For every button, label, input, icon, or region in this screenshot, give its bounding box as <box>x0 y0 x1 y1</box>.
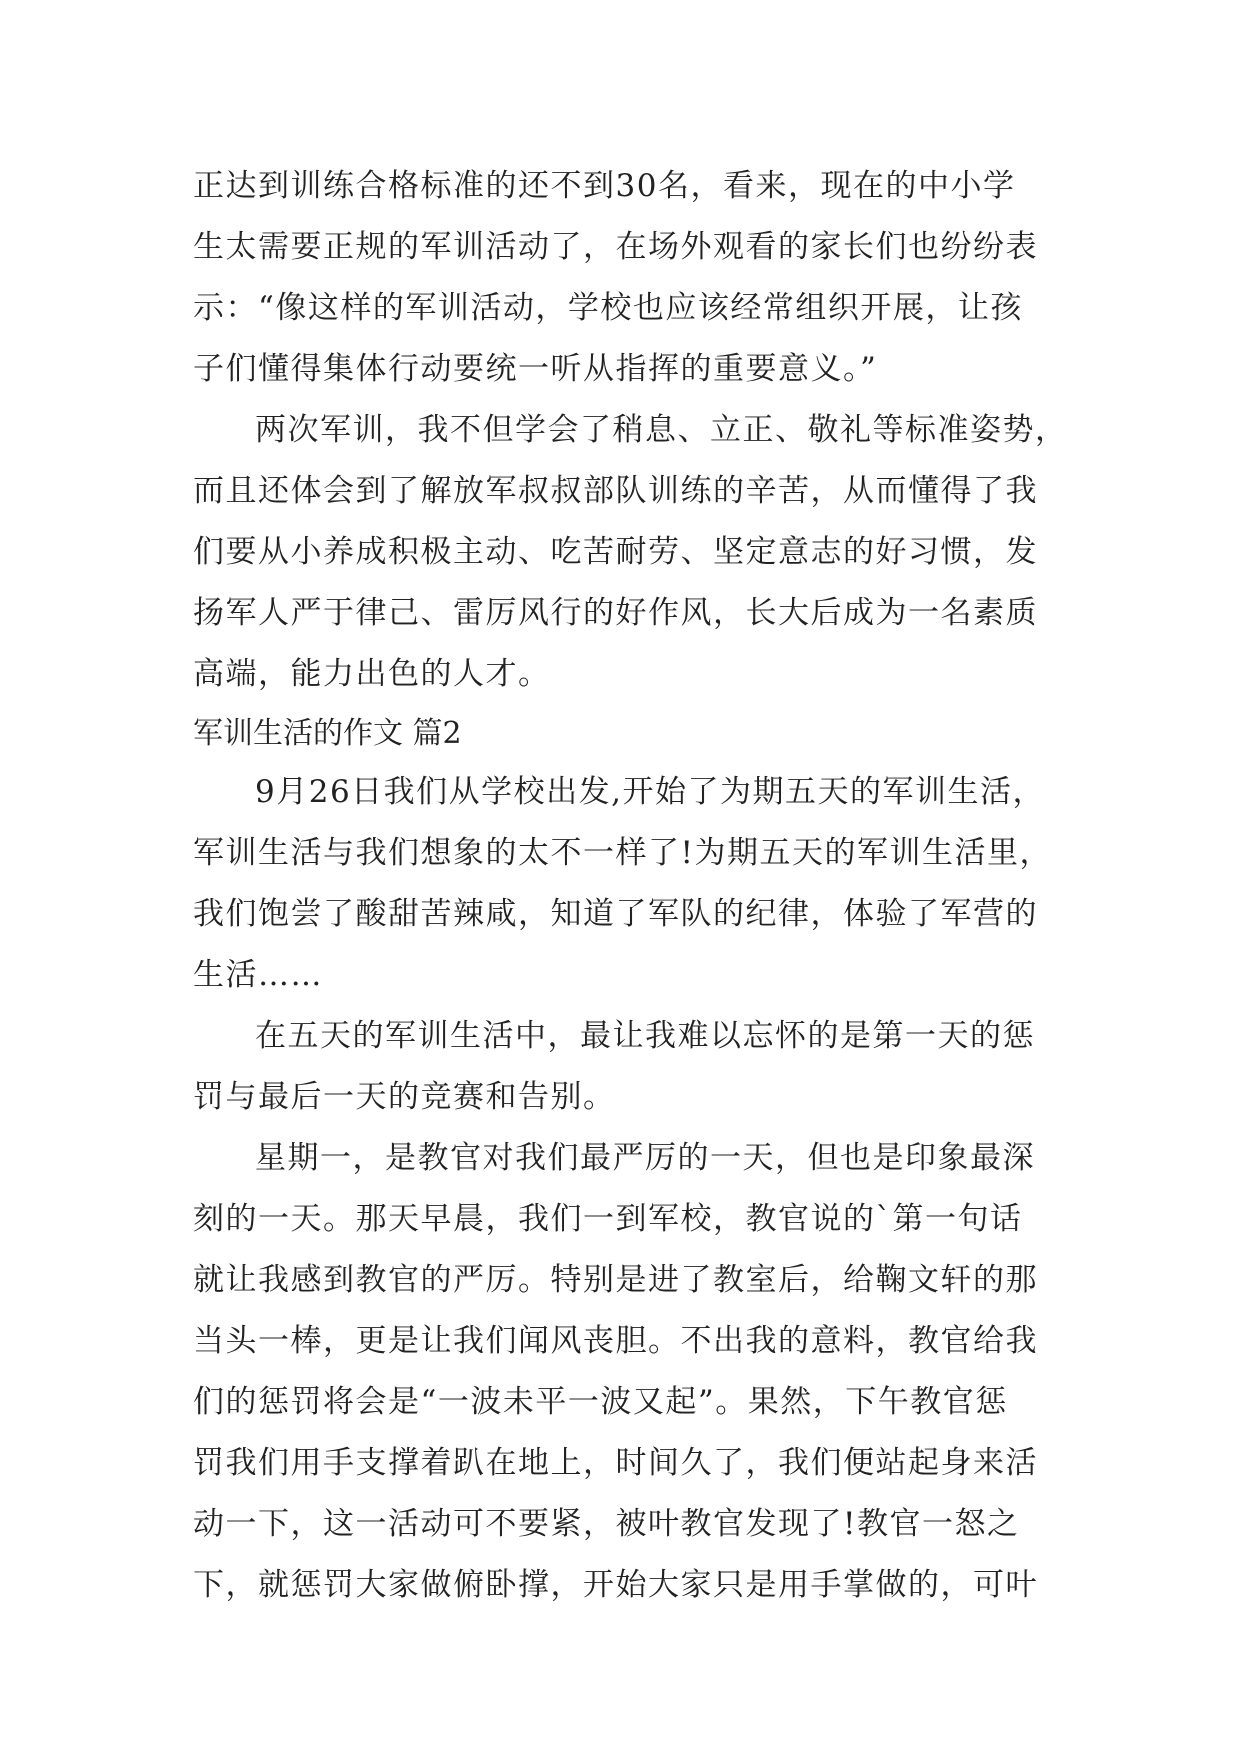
text-line: 刻的一天。那天早晨，我们一到军校，教官说的`第一句话 <box>193 1201 1023 1237</box>
text-line: 罚与最后一天的竞赛和告别。 <box>193 1079 616 1115</box>
text-line: 下，就惩罚大家做俯卧撑，开始大家只是用手掌做的，可叶 <box>193 1567 1038 1603</box>
text-line: 我们饱尝了酸甜苦辣咸，知道了军队的纪律，体验了军营的 <box>193 896 1038 932</box>
paragraph-4 <box>193 1006 1073 1128</box>
text-line: 罚我们用手支撑着趴在地上，时间久了，我们便站起身来活 <box>193 1445 1038 1481</box>
section-heading: 军训生活的作文 篇2 <box>193 716 462 751</box>
text-line: 9月26日我们从学校出发,开始了为期五天的军训生活， <box>255 774 1046 810</box>
paragraph-2 <box>193 400 1073 705</box>
text-line: 扬军人严于律己、雷厉风行的好作风，长大后成为一名素质 <box>193 595 1038 631</box>
text-line: 动一下，这一活动可不要紧，被叶教官发现了!教官一怒之 <box>193 1506 1020 1542</box>
text-line: 正达到训练合格标准的还不到30名，看来，现在的中小学 <box>193 168 1016 204</box>
text-line: 们的惩罚将会是“一波未平一波又起”。果然，下午教官惩 <box>193 1384 1008 1420</box>
text-line: 两次军训，我不但学会了稍息、立正、敬礼等标准姿势， <box>255 412 1068 448</box>
document-body <box>193 156 1073 1616</box>
text-line: 高端，能力出色的人才。 <box>193 656 551 692</box>
paragraph-3 <box>193 762 1073 1006</box>
text-line: 生活…… <box>193 957 323 993</box>
text-line: 生太需要正规的军训活动了，在场外观看的家长们也纷纷表 <box>193 229 1038 265</box>
text-line: 而且还体会到了解放军叔叔部队训练的辛苦，从而懂得了我 <box>193 473 1038 509</box>
text-line: 示：“像这样的军训活动，学校也应该经常组织开展，让孩 <box>193 290 1023 326</box>
text-line: 们要从小养成积极主动、吃苦耐劳、坚定意志的好习惯，发 <box>193 534 1038 570</box>
text-line: 军训生活与我们想象的太不一样了!为期五天的军训生活里， <box>193 835 1052 871</box>
paragraph-1 <box>193 156 1073 400</box>
text-line: 子们懂得集体行动要统一听从指挥的重要意义。” <box>193 351 878 387</box>
paragraph-5 <box>193 1128 1073 1616</box>
text-line: 就让我感到教官的严厉。特别是进了教室后，给鞠文轩的那 <box>193 1262 1038 1298</box>
text-line: 当头一棒，更是让我们闻风丧胆。不出我的意料，教官给我 <box>193 1323 1038 1359</box>
text-line: 星期一，是教官对我们最严厉的一天，但也是印象最深 <box>255 1140 1035 1176</box>
text-line: 在五天的军训生活中，最让我难以忘怀的是第一天的惩 <box>255 1018 1035 1054</box>
